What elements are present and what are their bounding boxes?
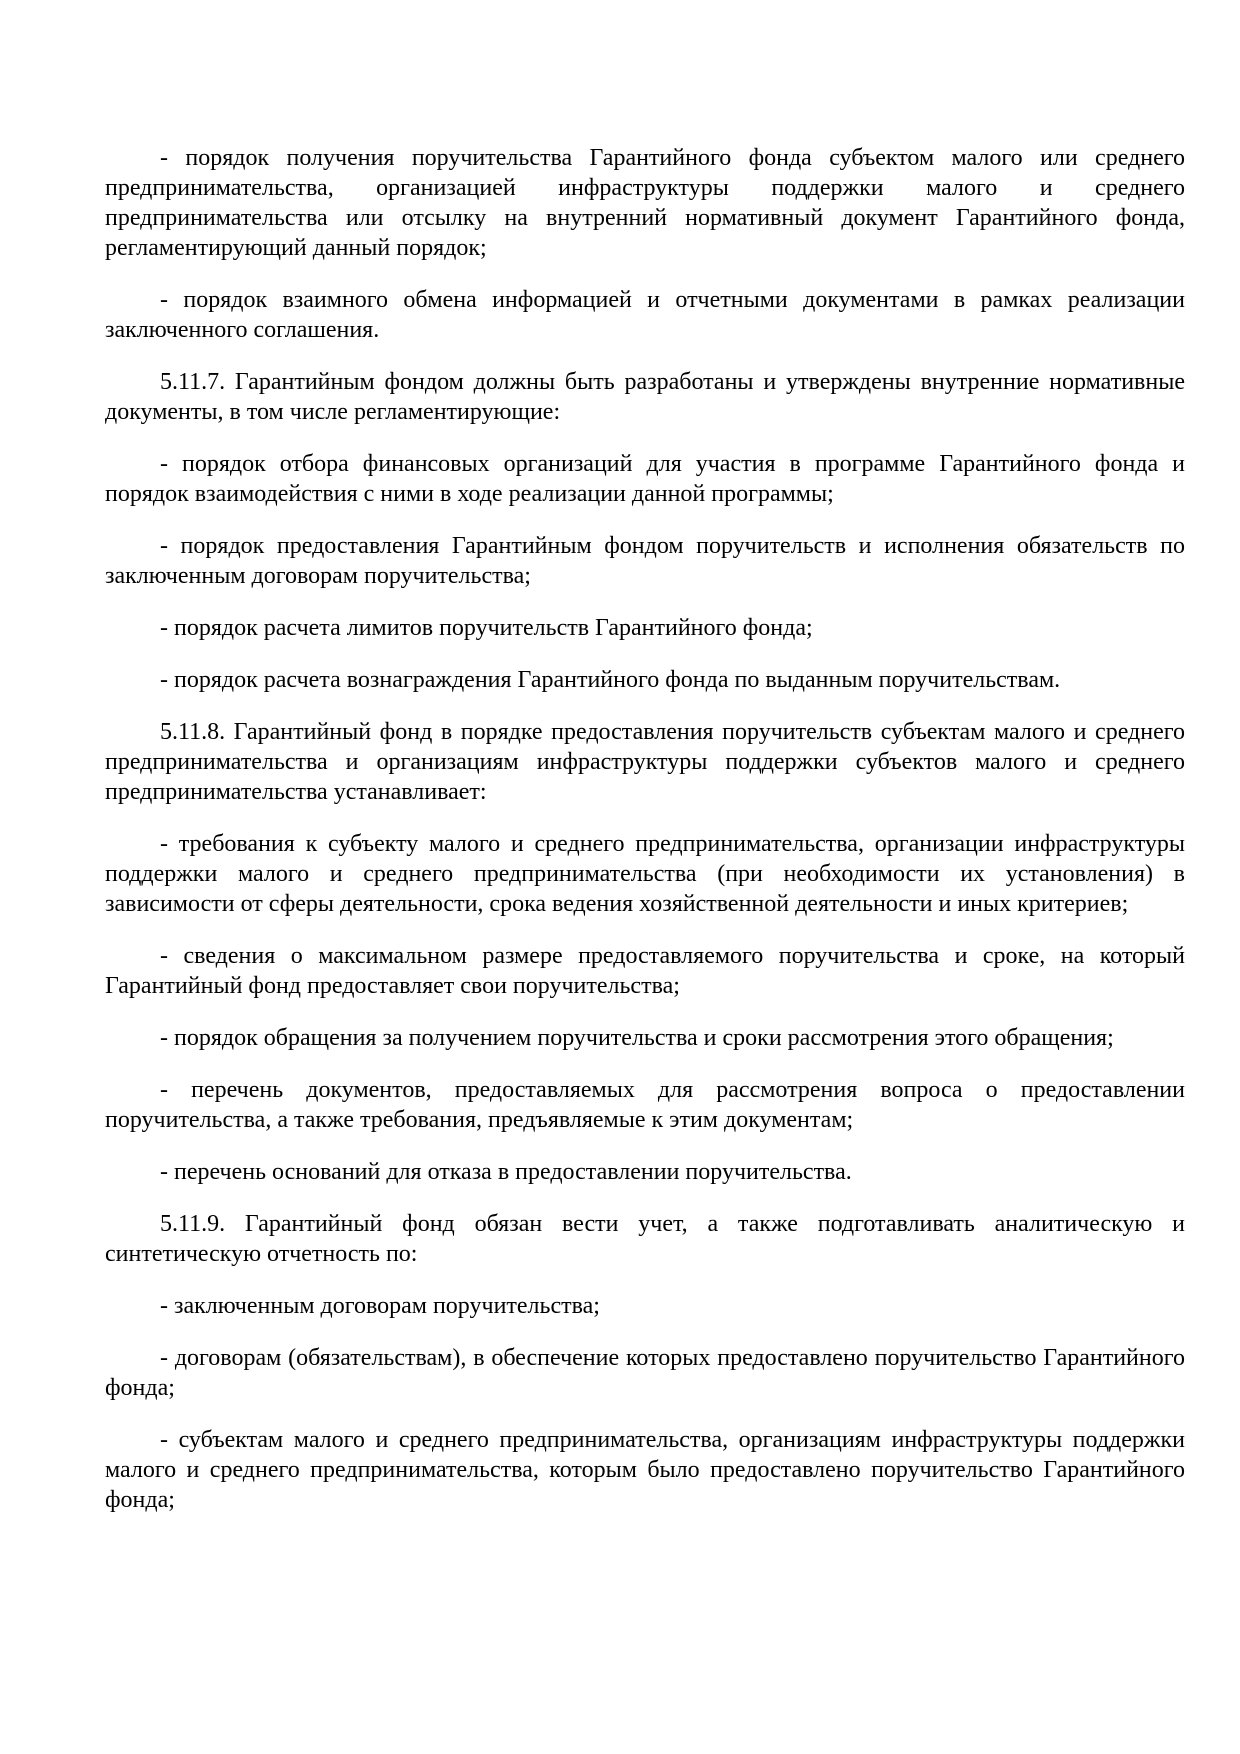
paragraph-list-item: - порядок отбора финансовых организаций для участия в программе Гарантийного фонда и порядок взаимодействия с ними в ходе реализации данной программы; bbox=[105, 451, 1185, 507]
paragraph-section-5-11-8: 5.11.8. Гарантийный фонд в порядке предоставления поручительств субъектам малого и среднего предпринимательства и организациям инфраструктуры поддержки субъектов малого и среднего предпринимательства устанавливает: bbox=[105, 719, 1185, 805]
paragraph-list-item: - порядок расчета лимитов поручительств Гарантийного фонда; bbox=[160, 615, 813, 641]
paragraph-list-item: - субъектам малого и среднего предпринимательства, организациям инфраструктуры поддержки малого и среднего предпринимательства, которым было предоставлено поручительство Гарантийного фонда; bbox=[105, 1427, 1185, 1513]
paragraph-list-item: - порядок получения поручительства Гарантийного фонда субъектом малого или среднего предпринимательства, организацией инфраструктуры поддержки малого и среднего предпринимательства или отсылку на внутренний нормативный документ Гарантийного фонда, регламентирующий данный порядок; bbox=[105, 145, 1185, 261]
paragraph-list-item: - договорам (обязательствам), в обеспечение которых предоставлено поручительство Гарантийного фонда; bbox=[105, 1345, 1185, 1401]
paragraph-list-item: - перечень оснований для отказа в предоставлении поручительства. bbox=[160, 1159, 852, 1185]
paragraph-list-item: - порядок предоставления Гарантийным фондом поручительств и исполнения обязательств по заключенным договорам поручительства; bbox=[105, 533, 1185, 589]
paragraph-list-item: - перечень документов, предоставляемых для рассмотрения вопроса о предоставлении поручительства, а также требования, предъявляемые к этим документам; bbox=[105, 1077, 1185, 1133]
paragraph-list-item: - порядок обращения за получением поручительства и сроки рассмотрения этого обращения; bbox=[160, 1025, 1114, 1051]
paragraph-list-item: - порядок взаимного обмена информацией и отчетными документами в рамках реализации заключенного соглашения. bbox=[105, 287, 1185, 343]
paragraph-list-item: - заключенным договорам поручительства; bbox=[160, 1293, 600, 1319]
paragraph-section-5-11-9: 5.11.9. Гарантийный фонд обязан вести учет, а также подготавливать аналитическую и синтетическую отчетность по: bbox=[105, 1211, 1185, 1267]
paragraph-list-item: - порядок расчета вознаграждения Гарантийного фонда по выданным поручительствам. bbox=[160, 667, 1061, 693]
document-text-column bbox=[105, 143, 1185, 1537]
paragraph-list-item: - требования к субъекту малого и среднего предпринимательства, организации инфраструктуры поддержки малого и среднего предпринимательства (при необходимости их установления) в зависимости от сферы деятельности, срока ведения хозяйственной деятельности и иных критериев; bbox=[105, 831, 1185, 917]
paragraph-list-item: - сведения о максимальном размере предоставляемого поручительства и сроке, на который Гарантийный фонд предоставляет свои поручительства; bbox=[105, 943, 1185, 999]
paragraph-section-5-11-7: 5.11.7. Гарантийным фондом должны быть разработаны и утверждены внутренние нормативные документы, в том числе регламентирующие: bbox=[105, 369, 1185, 425]
